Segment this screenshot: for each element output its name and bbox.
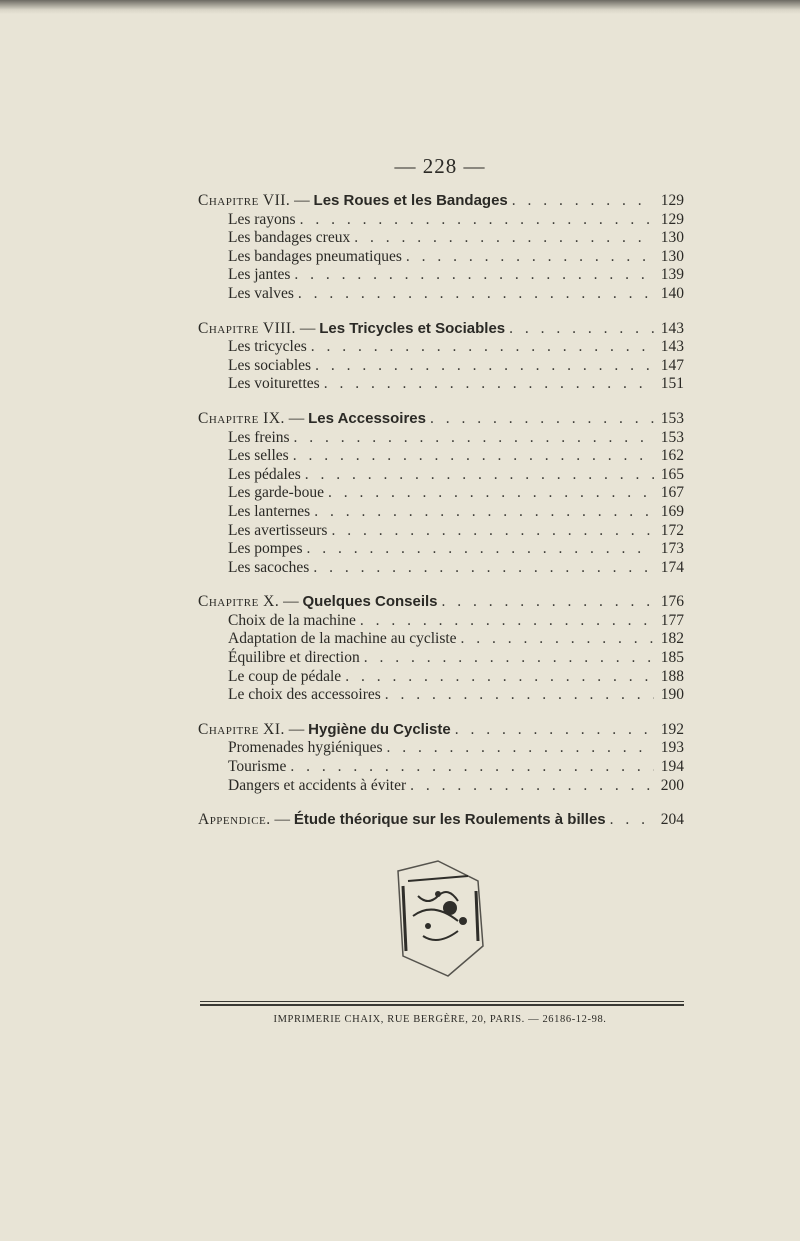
printer-imprint: IMPRIMERIE CHAIX, RUE BERGÈRE, 20, PARIS. — 26186-12-98. (273, 1014, 607, 1025)
entry-label: Les jantes (228, 266, 291, 284)
table-of-contents (198, 192, 684, 846)
dot-leader (406, 248, 654, 267)
entry-label: Les rayons (228, 210, 296, 228)
entry-page-number: 188 (660, 667, 684, 685)
dot-leader (509, 320, 654, 339)
entry-page-number: 185 (660, 649, 684, 667)
toc-entry (198, 211, 684, 230)
entry-label: Les garde-boue (228, 484, 324, 502)
dot-leader (430, 410, 654, 429)
toc-entry (198, 758, 684, 777)
chapter-dash: — (284, 409, 309, 427)
toc-chapter-heading (198, 192, 684, 211)
entry-page-number: 162 (660, 447, 684, 465)
entry-page-number: 182 (660, 630, 684, 648)
entry-label: Le coup de pédale (228, 667, 342, 685)
entry-label: Les sociables (228, 356, 312, 374)
toc-entry (198, 649, 684, 668)
entry-page-number: 174 (660, 558, 684, 576)
chapter-page-number: 192 (660, 720, 684, 738)
dot-leader (328, 484, 654, 503)
dot-leader (305, 466, 654, 485)
dot-leader (512, 192, 654, 211)
toc-entry (198, 447, 684, 466)
library-stamp-icon (378, 836, 498, 986)
dot-leader (294, 266, 654, 285)
chapter-prefix: Chapitre IX. (198, 409, 285, 427)
chapter-prefix: Chapitre VIII. (198, 319, 296, 337)
dot-leader (300, 211, 654, 230)
dot-leader (455, 721, 654, 740)
entry-label: Les sacoches (228, 558, 310, 576)
toc-entry (198, 522, 684, 541)
chapter-page-number: 143 (660, 319, 684, 337)
toc-entry (198, 338, 684, 357)
dot-leader (410, 777, 654, 796)
chapter-page-number: 176 (660, 593, 684, 611)
toc-entry (198, 248, 684, 267)
entry-page-number: 165 (660, 465, 684, 483)
toc-entry (198, 375, 684, 394)
toc-entry (198, 484, 684, 503)
toc-chapter-heading (198, 410, 684, 429)
chapter-dash: — (290, 192, 314, 209)
toc-chapter-heading (198, 320, 684, 339)
chapter-page-number: 153 (660, 409, 684, 427)
dot-leader (290, 758, 654, 777)
entry-page-number: 147 (660, 356, 684, 374)
chapter-page-number: 129 (660, 192, 684, 209)
entry-label: Le choix des accessoires (228, 686, 381, 704)
entry-page-number: 143 (660, 338, 684, 356)
entry-label: Les valves (228, 284, 294, 302)
chapter-dash: — (279, 593, 303, 611)
dot-leader (293, 447, 654, 466)
toc-entry (198, 612, 684, 631)
toc-entry (198, 357, 684, 376)
chapter-heading-label (198, 410, 426, 429)
chapter-prefix: Chapitre VII. (198, 192, 291, 209)
entry-label: Les avertisseurs (228, 521, 328, 539)
entry-page-number: 153 (660, 428, 684, 446)
toc-chapter (198, 192, 684, 304)
dot-leader (610, 811, 654, 830)
dot-leader (298, 285, 654, 304)
toc-chapter (198, 593, 684, 705)
toc-entry (198, 229, 684, 248)
chapter-heading-label (198, 320, 505, 339)
entry-label: Les tricycles (228, 338, 307, 356)
entry-label: Les selles (228, 447, 289, 465)
chapter-heading-label (198, 593, 438, 612)
entry-label: Les freins (228, 428, 290, 446)
entry-label: Les bandages pneumatiques (228, 247, 402, 265)
toc-entry (198, 668, 684, 687)
entry-label: Adaptation de la machine au cycliste (228, 630, 457, 648)
dot-leader (442, 593, 654, 612)
entry-page-number: 129 (660, 210, 684, 228)
entry-label: Les pompes (228, 540, 303, 558)
toc-chapter (198, 320, 684, 394)
toc-chapter (198, 721, 684, 795)
entry-label: Les voiturettes (228, 375, 320, 393)
entry-label: Tourisme (228, 758, 287, 776)
entry-page-number: 194 (660, 758, 684, 776)
toc-chapter (198, 410, 684, 577)
entry-label: Choix de la machine (228, 611, 356, 629)
entry-page-number: 190 (660, 686, 684, 704)
chapter-dash: — (270, 811, 294, 829)
entry-page-number: 177 (660, 611, 684, 629)
dot-leader (314, 503, 654, 522)
toc-entry (198, 630, 684, 649)
chapter-heading-label (198, 721, 451, 740)
chapter-title: Les Accessoires (308, 409, 426, 427)
page-number: — 228 — (394, 154, 486, 178)
chapter-dash: — (284, 720, 309, 738)
dot-leader (387, 739, 654, 758)
toc-entry (198, 540, 684, 559)
dot-leader (461, 630, 654, 649)
dot-leader (294, 429, 654, 448)
entry-page-number: 139 (660, 266, 684, 284)
entry-label: Équilibre et direction (228, 649, 360, 667)
chapter-dash: — (295, 319, 320, 337)
entry-label: Les lanternes (228, 502, 311, 520)
dot-leader (331, 522, 654, 541)
chapter-title: Les Roues et les Bandages (313, 192, 508, 209)
footer-rule-thick (200, 1004, 684, 1006)
entry-label: Les bandages creux (228, 229, 351, 247)
chapter-title: Les Tricycles et Sociables (319, 319, 506, 337)
entry-page-number: 167 (660, 484, 684, 502)
chapter-heading-label (198, 192, 508, 211)
dot-leader (313, 559, 654, 578)
chapter-title: Hygiène du Cycliste (308, 720, 451, 738)
entry-label: Promenades hygiéniques (228, 739, 383, 757)
entry-page-number: 200 (660, 776, 684, 794)
toc-chapter-heading (198, 721, 684, 740)
dot-leader (306, 540, 654, 559)
toc-entry (198, 739, 684, 758)
toc-entry (198, 266, 684, 285)
chapter-prefix: Chapitre XI. (198, 720, 285, 738)
dot-leader (364, 649, 654, 668)
chapter-title: Quelques Conseils (302, 593, 438, 611)
dot-leader (315, 357, 654, 376)
toc-chapter-heading (198, 593, 684, 612)
toc-entry (198, 466, 684, 485)
toc-entry (198, 777, 684, 796)
toc-entry (198, 503, 684, 522)
entry-page-number: 193 (660, 739, 684, 757)
chapter-prefix: Chapitre X. (198, 593, 280, 611)
page-top-edge (0, 0, 800, 14)
dot-leader (385, 686, 654, 705)
dot-leader (360, 612, 654, 631)
entry-label: Les pédales (228, 465, 301, 483)
dot-leader (311, 338, 654, 357)
toc-entry (198, 686, 684, 705)
chapter-heading-label (198, 811, 606, 830)
dot-leader (345, 668, 654, 687)
entry-page-number: 169 (660, 502, 684, 520)
toc-chapter-heading (198, 811, 684, 830)
entry-page-number: 151 (660, 375, 684, 393)
toc-entry (198, 429, 684, 448)
dot-leader (354, 229, 654, 248)
entry-label: Dangers et accidents à éviter (228, 776, 407, 794)
chapter-prefix: Appendice. (198, 811, 271, 829)
entry-page-number: 173 (660, 540, 684, 558)
chapter-page-number: 204 (660, 811, 684, 829)
footer-rule-thin (200, 1001, 684, 1002)
toc-entry (198, 285, 684, 304)
toc-chapter (198, 811, 684, 830)
entry-page-number: 130 (660, 247, 684, 265)
entry-page-number: 140 (660, 284, 684, 302)
entry-page-number: 172 (660, 521, 684, 539)
dot-leader (324, 375, 654, 394)
chapter-title: Étude théorique sur les Roulements à billes (293, 811, 606, 829)
entry-page-number: 130 (660, 229, 684, 247)
toc-entry (198, 559, 684, 578)
